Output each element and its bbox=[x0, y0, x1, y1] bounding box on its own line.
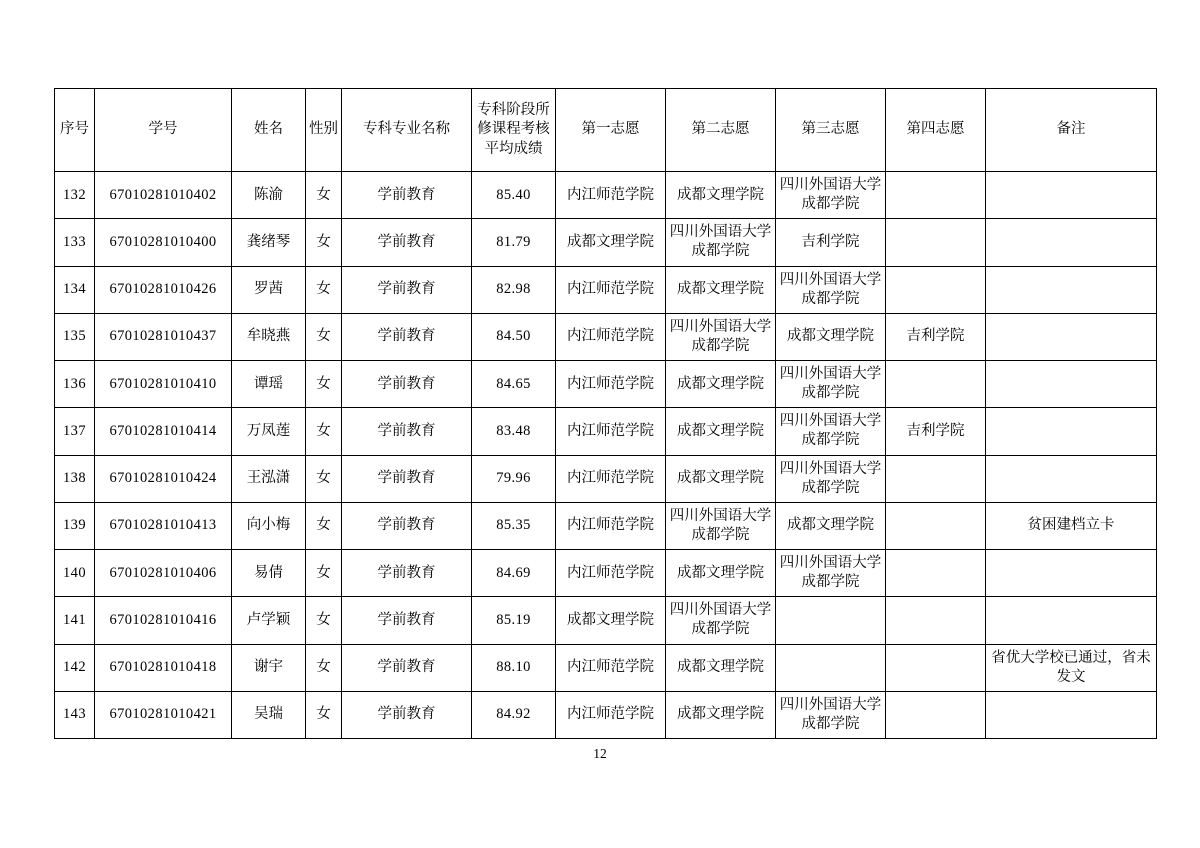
roster-table bbox=[54, 88, 1157, 739]
cell-student-id: 67010281010413 bbox=[95, 502, 232, 549]
cell-choice3: 吉利学院 bbox=[776, 219, 886, 266]
table-row bbox=[55, 219, 1157, 266]
cell-seq: 143 bbox=[55, 691, 95, 738]
cell-major: 学前教育 bbox=[342, 455, 472, 502]
cell-name: 吴瑞 bbox=[232, 691, 306, 738]
cell-gender: 女 bbox=[306, 408, 342, 455]
cell-note bbox=[986, 313, 1157, 360]
cell-choice3: 成都文理学院 bbox=[776, 313, 886, 360]
cell-student-id: 67010281010400 bbox=[95, 219, 232, 266]
cell-choice2: 成都文理学院 bbox=[666, 172, 776, 219]
cell-choice1: 内江师范学院 bbox=[556, 266, 666, 313]
cell-choice2: 四川外国语大学成都学院 bbox=[666, 502, 776, 549]
cell-choice2: 成都文理学院 bbox=[666, 361, 776, 408]
cell-note bbox=[986, 361, 1157, 408]
cell-score: 79.96 bbox=[472, 455, 556, 502]
cell-score: 84.69 bbox=[472, 550, 556, 597]
cell-choice2: 四川外国语大学成都学院 bbox=[666, 219, 776, 266]
cell-score: 85.40 bbox=[472, 172, 556, 219]
cell-choice1: 内江师范学院 bbox=[556, 361, 666, 408]
cell-name: 罗茜 bbox=[232, 266, 306, 313]
cell-student-id: 67010281010402 bbox=[95, 172, 232, 219]
cell-name: 陈渝 bbox=[232, 172, 306, 219]
cell-choice1: 内江师范学院 bbox=[556, 502, 666, 549]
column-header-choice1: 第一志愿 bbox=[556, 89, 666, 172]
table-row bbox=[55, 266, 1157, 313]
cell-seq: 142 bbox=[55, 644, 95, 691]
cell-score: 84.50 bbox=[472, 313, 556, 360]
cell-gender: 女 bbox=[306, 313, 342, 360]
cell-choice4 bbox=[886, 361, 986, 408]
cell-choice2: 四川外国语大学成都学院 bbox=[666, 313, 776, 360]
cell-choice1: 内江师范学院 bbox=[556, 313, 666, 360]
cell-name: 谢宇 bbox=[232, 644, 306, 691]
table-header bbox=[55, 89, 1157, 172]
cell-choice2: 成都文理学院 bbox=[666, 644, 776, 691]
cell-choice2: 成都文理学院 bbox=[666, 691, 776, 738]
cell-name: 向小梅 bbox=[232, 502, 306, 549]
cell-name: 万凤莲 bbox=[232, 408, 306, 455]
cell-seq: 133 bbox=[55, 219, 95, 266]
cell-choice2: 成都文理学院 bbox=[666, 266, 776, 313]
cell-choice2: 成都文理学院 bbox=[666, 455, 776, 502]
column-header-seq: 序号 bbox=[55, 89, 95, 172]
cell-student-id: 67010281010406 bbox=[95, 550, 232, 597]
column-header-gender: 性别 bbox=[306, 89, 342, 172]
cell-student-id: 67010281010437 bbox=[95, 313, 232, 360]
column-header-score: 专科阶段所修课程考核平均成绩 bbox=[472, 89, 556, 172]
cell-choice4 bbox=[886, 644, 986, 691]
cell-name: 易倩 bbox=[232, 550, 306, 597]
cell-student-id: 67010281010421 bbox=[95, 691, 232, 738]
cell-gender: 女 bbox=[306, 266, 342, 313]
cell-choice1: 内江师范学院 bbox=[556, 455, 666, 502]
cell-seq: 135 bbox=[55, 313, 95, 360]
cell-major: 学前教育 bbox=[342, 172, 472, 219]
cell-choice3: 四川外国语大学成都学院 bbox=[776, 266, 886, 313]
cell-choice1: 成都文理学院 bbox=[556, 597, 666, 644]
cell-major: 学前教育 bbox=[342, 502, 472, 549]
cell-choice3: 成都文理学院 bbox=[776, 502, 886, 549]
cell-choice4 bbox=[886, 502, 986, 549]
cell-note bbox=[986, 219, 1157, 266]
cell-name: 牟晓燕 bbox=[232, 313, 306, 360]
cell-score: 81.79 bbox=[472, 219, 556, 266]
cell-student-id: 67010281010410 bbox=[95, 361, 232, 408]
column-header-major: 专科专业名称 bbox=[342, 89, 472, 172]
cell-gender: 女 bbox=[306, 502, 342, 549]
cell-choice1: 内江师范学院 bbox=[556, 550, 666, 597]
cell-choice3: 四川外国语大学成都学院 bbox=[776, 361, 886, 408]
cell-choice4 bbox=[886, 219, 986, 266]
table-row bbox=[55, 597, 1157, 644]
cell-gender: 女 bbox=[306, 455, 342, 502]
cell-gender: 女 bbox=[306, 172, 342, 219]
cell-choice1: 内江师范学院 bbox=[556, 172, 666, 219]
column-header-name: 姓名 bbox=[232, 89, 306, 172]
cell-score: 85.19 bbox=[472, 597, 556, 644]
cell-choice4 bbox=[886, 172, 986, 219]
cell-seq: 132 bbox=[55, 172, 95, 219]
roster-table-container bbox=[54, 88, 1151, 739]
cell-score: 84.65 bbox=[472, 361, 556, 408]
table-row bbox=[55, 550, 1157, 597]
column-header-student-id: 学号 bbox=[95, 89, 232, 172]
cell-choice1: 内江师范学院 bbox=[556, 408, 666, 455]
cell-seq: 138 bbox=[55, 455, 95, 502]
table-row bbox=[55, 644, 1157, 691]
cell-major: 学前教育 bbox=[342, 313, 472, 360]
cell-seq: 140 bbox=[55, 550, 95, 597]
cell-choice4: 吉利学院 bbox=[886, 313, 986, 360]
cell-gender: 女 bbox=[306, 361, 342, 408]
cell-choice1: 成都文理学院 bbox=[556, 219, 666, 266]
cell-choice1: 内江师范学院 bbox=[556, 644, 666, 691]
cell-student-id: 67010281010414 bbox=[95, 408, 232, 455]
cell-choice3: 四川外国语大学成都学院 bbox=[776, 691, 886, 738]
table-row bbox=[55, 502, 1157, 549]
cell-name: 卢学颖 bbox=[232, 597, 306, 644]
cell-choice3 bbox=[776, 597, 886, 644]
column-header-choice4: 第四志愿 bbox=[886, 89, 986, 172]
column-header-choice3: 第三志愿 bbox=[776, 89, 886, 172]
page-number: 12 bbox=[593, 746, 607, 761]
cell-note bbox=[986, 550, 1157, 597]
cell-seq: 136 bbox=[55, 361, 95, 408]
cell-note bbox=[986, 172, 1157, 219]
cell-major: 学前教育 bbox=[342, 644, 472, 691]
cell-major: 学前教育 bbox=[342, 361, 472, 408]
cell-student-id: 67010281010416 bbox=[95, 597, 232, 644]
table-row bbox=[55, 408, 1157, 455]
cell-name: 龚绪琴 bbox=[232, 219, 306, 266]
cell-gender: 女 bbox=[306, 691, 342, 738]
cell-choice3: 四川外国语大学成都学院 bbox=[776, 455, 886, 502]
cell-choice4 bbox=[886, 691, 986, 738]
table-row bbox=[55, 691, 1157, 738]
cell-choice3: 四川外国语大学成都学院 bbox=[776, 408, 886, 455]
cell-choice4 bbox=[886, 266, 986, 313]
cell-note bbox=[986, 691, 1157, 738]
cell-choice3 bbox=[776, 644, 886, 691]
cell-major: 学前教育 bbox=[342, 219, 472, 266]
cell-major: 学前教育 bbox=[342, 691, 472, 738]
cell-major: 学前教育 bbox=[342, 266, 472, 313]
cell-note bbox=[986, 597, 1157, 644]
cell-gender: 女 bbox=[306, 644, 342, 691]
cell-score: 88.10 bbox=[472, 644, 556, 691]
cell-seq: 139 bbox=[55, 502, 95, 549]
cell-note bbox=[986, 455, 1157, 502]
cell-student-id: 67010281010424 bbox=[95, 455, 232, 502]
cell-choice4: 吉利学院 bbox=[886, 408, 986, 455]
column-header-note: 备注 bbox=[986, 89, 1157, 172]
cell-choice2: 成都文理学院 bbox=[666, 408, 776, 455]
cell-choice1: 内江师范学院 bbox=[556, 691, 666, 738]
table-row bbox=[55, 455, 1157, 502]
column-header-choice2: 第二志愿 bbox=[666, 89, 776, 172]
cell-note: 省优大学校已通过，省未发文 bbox=[986, 644, 1157, 691]
cell-choice2: 成都文理学院 bbox=[666, 550, 776, 597]
cell-name: 谭瑶 bbox=[232, 361, 306, 408]
cell-choice3: 四川外国语大学成都学院 bbox=[776, 172, 886, 219]
cell-gender: 女 bbox=[306, 550, 342, 597]
cell-score: 82.98 bbox=[472, 266, 556, 313]
table-body bbox=[55, 172, 1157, 739]
table-header-row bbox=[55, 89, 1157, 172]
cell-choice4 bbox=[886, 455, 986, 502]
cell-major: 学前教育 bbox=[342, 550, 472, 597]
table-row bbox=[55, 361, 1157, 408]
cell-gender: 女 bbox=[306, 597, 342, 644]
cell-seq: 134 bbox=[55, 266, 95, 313]
cell-seq: 141 bbox=[55, 597, 95, 644]
table-row bbox=[55, 172, 1157, 219]
cell-score: 83.48 bbox=[472, 408, 556, 455]
cell-student-id: 67010281010418 bbox=[95, 644, 232, 691]
cell-major: 学前教育 bbox=[342, 597, 472, 644]
cell-choice4 bbox=[886, 550, 986, 597]
cell-score: 84.92 bbox=[472, 691, 556, 738]
cell-name: 王泓潇 bbox=[232, 455, 306, 502]
cell-choice4 bbox=[886, 597, 986, 644]
cell-choice3: 四川外国语大学成都学院 bbox=[776, 550, 886, 597]
cell-note bbox=[986, 408, 1157, 455]
cell-note bbox=[986, 266, 1157, 313]
cell-gender: 女 bbox=[306, 219, 342, 266]
cell-major: 学前教育 bbox=[342, 408, 472, 455]
cell-score: 85.35 bbox=[472, 502, 556, 549]
cell-choice2: 四川外国语大学成都学院 bbox=[666, 597, 776, 644]
cell-student-id: 67010281010426 bbox=[95, 266, 232, 313]
table-row bbox=[55, 313, 1157, 360]
cell-seq: 137 bbox=[55, 408, 95, 455]
cell-note: 贫困建档立卡 bbox=[986, 502, 1157, 549]
